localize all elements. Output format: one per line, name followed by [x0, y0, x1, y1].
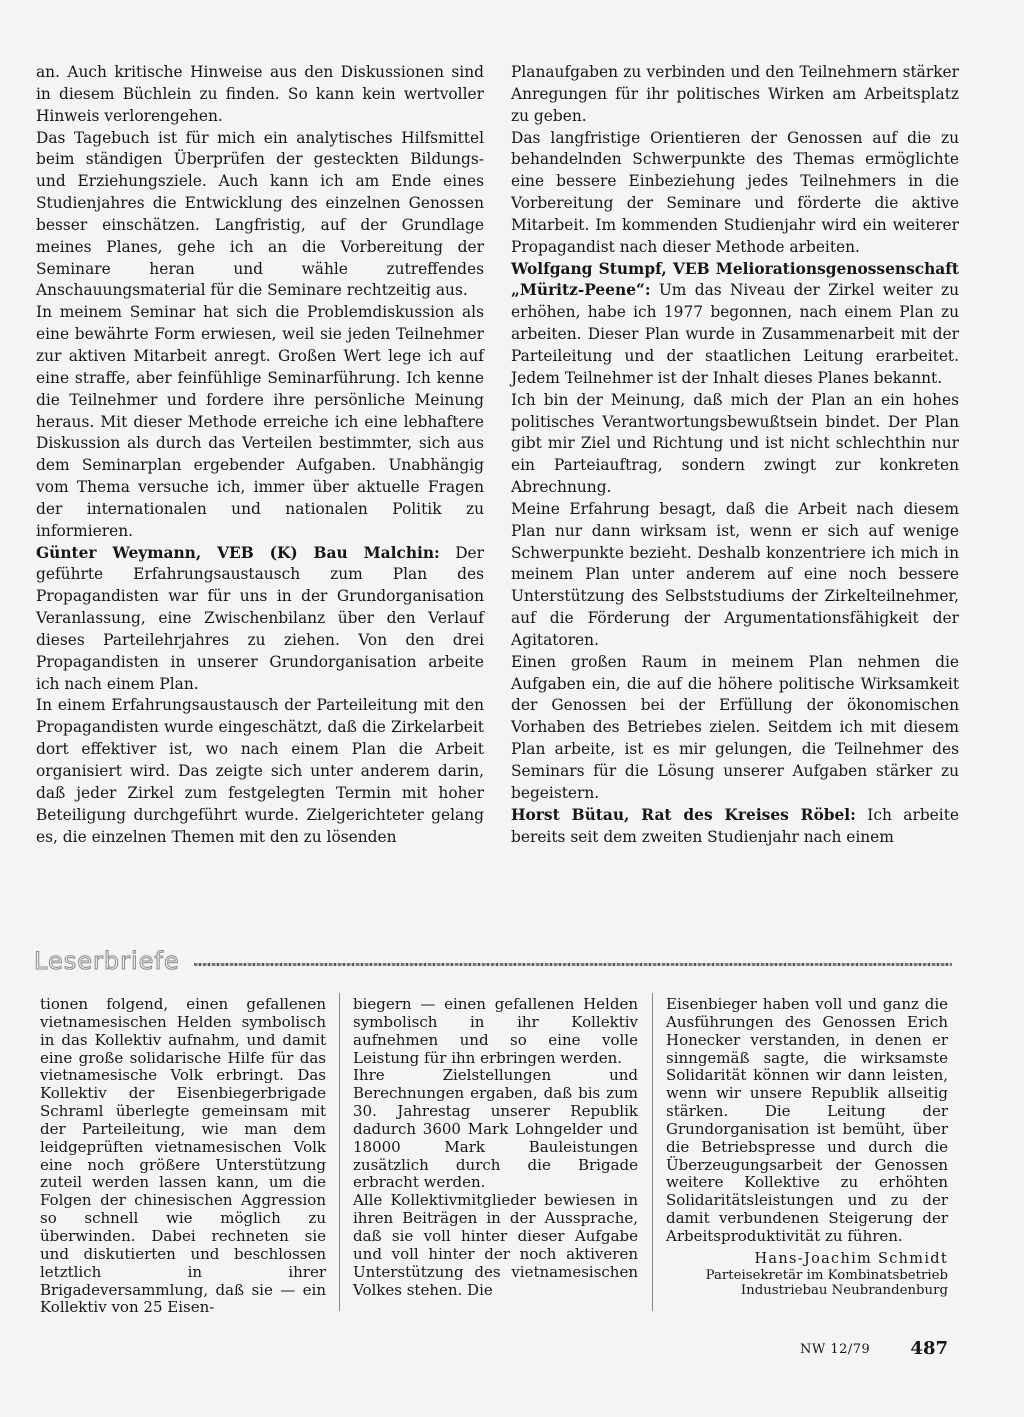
paragraph: Das langfristige Orientieren der Genossen auf die zu behandelnden Schwerpunkte des Themas ermöglichte eine bessere Einbeziehung jedes Teilnehmers in die Vorbereitung der Seminare und förderte die aktive Mitarbeit. Im kommenden Studienjahr wird ein weiterer Propagandist nach dieser Methode arbeiten.	[511, 128, 959, 256]
paragraph: Meine Erfahrung besagt, daß die Arbeit nach diesem Plan nur dann wirksam ist, wenn er sich auf wenige Schwerpunkte bezieht. Deshalb konzentriere ich mich in meinem Plan unter anderem auf eine noch bessere Unterstützung des Selbststudiums der Zirkelteilnehmer, auf die Förderung der Argumentationsfähigkeit der Agitatoren.	[511, 499, 959, 649]
contributor-name: Wolfgang Stumpf, VEB Meliorationsgenossenschaft „Müritz-Peene“:	[511, 259, 959, 300]
section-header	[34, 946, 952, 976]
paragraph: Planaufgaben zu verbinden und den Teilnehmern stärker Anregungen für ihr politisches Wirken am Arbeitsplatz zu geben.	[511, 63, 959, 125]
paragraph: In meinem Seminar hat sich die Problemdiskussion als eine bewährte Form erwiesen, weil sie jeden Teilnehmer zur aktiven Mitarbeit anregt. Großen Wert lege ich auf eine straffe, aber feinfühlige Seminarführung. Ich kenne die Teilnehmer und fordere ihre persönliche Meinung heraus. Mit dieser Methode erreiche ich eine lebhaftere Diskussion als durch das Verteilen bestimmter, sich aus dem Seminarplan ergebender Aufgaben. Unabhängig vom Thema versuche ich, immer über aktuelle Fragen der internationalen und nationalen Politik zu informieren.	[36, 303, 484, 540]
signature-role: Industriebau Neubrandenburg	[740, 1283, 948, 1299]
letter-column-1	[40, 996, 326, 1317]
page-number: 487	[910, 1338, 948, 1359]
paragraph: Ich bin der Meinung, daß mich der Plan an ein hohes politisches Verantwortungsbewußtsein bindet. Der Plan gibt mir Ziel und Richtung und ist nicht schlechthin nur ein Parteiauftrag, sondern zwingt zur konkreten Abrechnung.	[511, 390, 959, 497]
letter-column-3	[666, 996, 948, 1299]
article-column-right	[511, 62, 959, 848]
paragraph: Einen großen Raum in meinem Plan nehmen die Aufgaben ein, die auf die höhere politische Wirksamkeit der Genossen bei der Erfüllung der ökonomischen Vorhaben des Betriebes zielen. Seitdem ich mit diesem Plan arbeite, ist es mir gelungen, die Teilnehmer des Seminars für die Lösung unserer Aufgaben stärker zu begeistern.	[511, 652, 959, 802]
column-divider	[339, 993, 340, 1311]
paragraph: tionen folgend, einen gefallenen vietnamesischen Helden symbolisch in das Kollektiv aufnahm, und damit eine große solidarische Hilfe für das vietnamesische Volk erbringt. Das Kollektiv der Eisenbiegerbrigade Schraml überlegte gemeinsam mit der Parteileitung, wie man dem leidgeprüften vietnamesischen Volk eine noch größere Unterstützung zuteil werden lassen kann, um die Folgen der chinesischen Aggression so schnell wie möglich zu überwinden. Dabei rechneten sie und diskutierten und beschlossen letztlich in ihrer Brigadeversammlung, daß sie — ein Kollektiv von 25 Eisen-	[40, 995, 326, 1317]
column-divider	[652, 993, 653, 1311]
paragraph-text: Der geführte Erfahrungsaustausch zum Plan des Propagandisten war für uns in der Grundorganisation Veranlassung, eine Zwischenbilanz über den Verlauf dieses Parteilehrjahres zu ziehen. Von den drei Propagandisten in unserer Grundorganisation arbeite ich nach einem Plan.	[36, 543, 484, 693]
paragraph: an. Auch kritische Hinweise aus den Diskussionen sind in diesem Büchlein zu finden. So kann kein wertvoller Hinweis verlorengehen.	[36, 63, 484, 125]
paragraph-text: Ich arbeite bereits seit dem zweiten Studienjahr nach einem	[511, 805, 959, 846]
letter-signature	[666, 1250, 948, 1299]
paragraph: In einem Erfahrungsaustausch der Parteileitung mit den Propagandisten wurde eingeschätzt, daß die Zirkelarbeit dort effektiver ist, wo nach einem Plan die Arbeit organisiert wird. Das zeigte sich unter anderem darin, daß jeder Zirkel zum festgelegten Termin mit hoher Beteiligung durchgeführt wurde. Zielgerichteter gelang es, die einzelnen Themen mit den zu lösenden	[36, 696, 484, 846]
signature-role: Parteisekretär im Kombinatsbetrieb	[705, 1267, 948, 1283]
contributor-name: Horst Bütau, Rat des Kreises Röbel:	[511, 805, 856, 824]
paragraph	[36, 543, 484, 696]
paragraph: Alle Kollektivmitglieder bewiesen in ihren Beiträgen in der Aussprache, daß sie voll hinter dieser Aufgabe und voll hinter der noch aktiveren Unterstützung des vietnamesischen Volkes stehen. Die	[353, 1191, 638, 1299]
page-footer	[800, 1335, 948, 1359]
paragraph: biegern — einen gefallenen Helden symbolisch in ihr Kollektiv aufnehmen und so eine volle Leistung für ihn erbringen werden.	[353, 995, 638, 1067]
paragraph: Eisenbieger haben voll und ganz die Ausführungen des Genossen Erich Honecker verstanden, in denen er sinngemäß sagte, die wirksamste Solidarität können wir dann leisten, wenn wir unsere Republik allseitig stärken. Die Leitung der Grundorganisation ist bemüht, über die Betriebspresse und durch die Überzeugungsarbeit der Genossen weitere Kollektive zu erhöhten Solidaritätsleistungen und zu der damit verbundenen Steigerung der Arbeitsproduktivität zu führen.	[666, 995, 948, 1245]
letter-column-2	[353, 996, 638, 1299]
section-divider	[194, 963, 952, 966]
paragraph	[511, 805, 959, 849]
section-title: Leserbriefe	[34, 947, 180, 975]
paragraph	[511, 259, 959, 390]
paragraph-text: Um das Niveau der Zirkel weiter zu erhöhen, habe ich 1977 begonnen, nach einem Plan zu arbeiten. Dieser Plan wurde in Zusammenarbeit mit der Parteileitung und der staatlichen Leitung erarbeitet. Jedem Teilnehmer ist der Inhalt dieses Planes bekannt.	[511, 281, 959, 387]
signature-name: Hans-Joachim Schmidt	[754, 1250, 948, 1267]
paragraph: Das Tagebuch ist für mich ein analytisches Hilfsmittel beim ständigen Überprüfen der gesteckten Bildungs- und Erziehungsziele. Auch kann ich am Ende eines Studienjahres die Entwicklung des einzelnen Genossen besser einschätzen. Langfristig, auf der Grundlage meines Planes, gehe ich an die Vorbereitung der Seminare heran und wähle zutreffendes Anschauungsmaterial für die Seminare rechtzeitig aus.	[36, 128, 484, 300]
article-column-left	[36, 62, 484, 848]
contributor-name: Günter Weymann, VEB (K) Bau Malchin:	[36, 543, 440, 562]
issue-label: NW 12/79	[800, 1342, 871, 1357]
paragraph: Ihre Zielstellungen und Berechnungen ergaben, daß bis zum 30. Jahrestag unserer Republik dadurch 3600 Mark Lohngelder und 18000 Mark Bauleistungen zusätzlich durch die Brigade erbracht werden.	[353, 1066, 638, 1192]
